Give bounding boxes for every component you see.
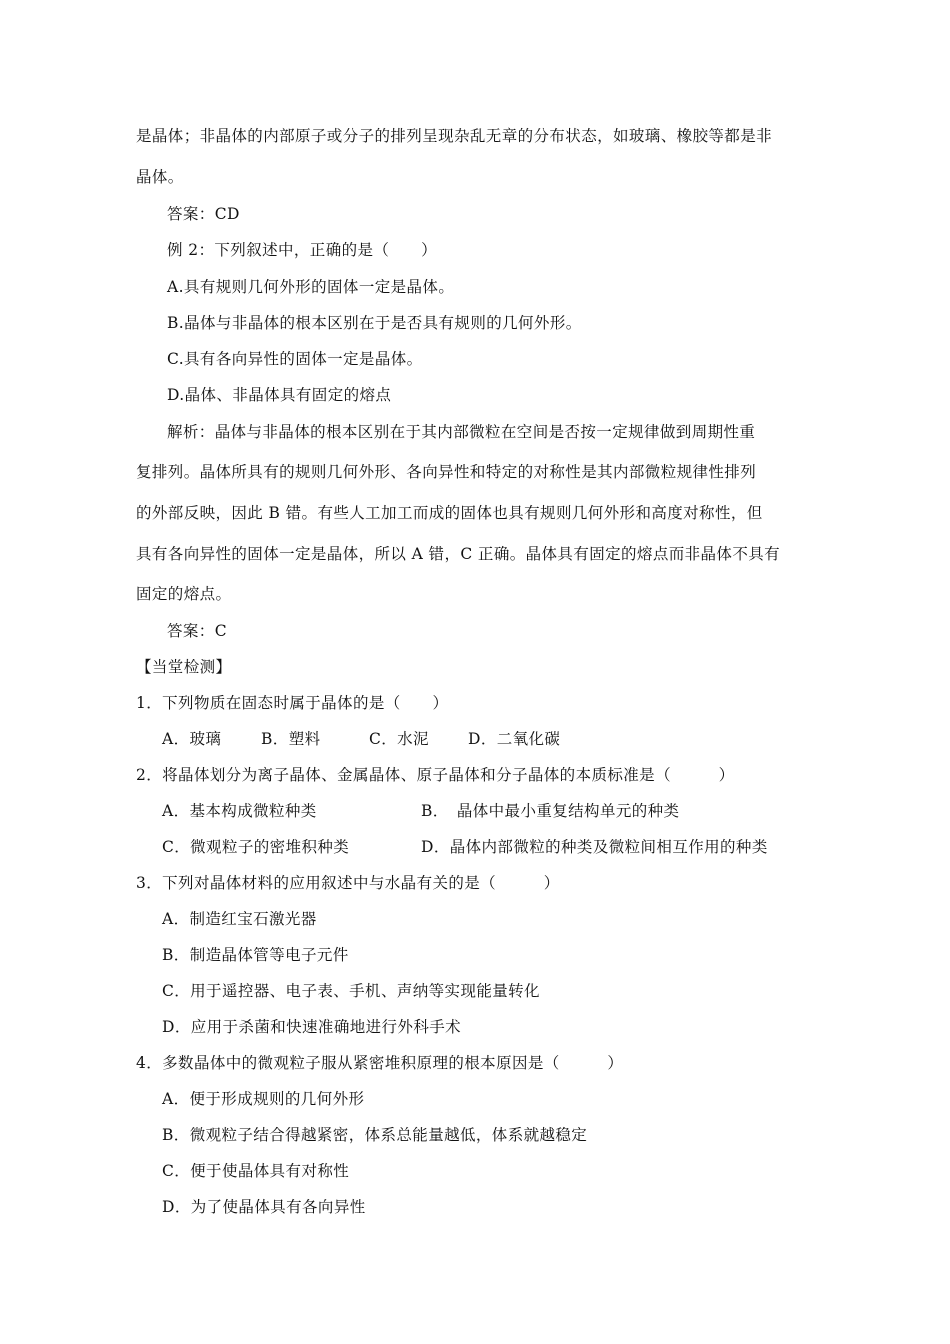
question-4-stem: 4．多数晶体中的微观粒子服从紧密堆积原理的根本原因是（ ） — [136, 1054, 624, 1072]
question-4-option-c: C．便于使晶体具有对称性 — [162, 1162, 350, 1180]
question-1-option-b: B．塑料 — [261, 730, 321, 748]
question-2-option-c: C．微观粒子的密堆积种类 — [162, 838, 350, 856]
example2-analysis-line-3: 的外部反映，因此 B 错。有些人工加工而成的固体也具有规则几何外形和高度对称性，但 — [136, 504, 763, 522]
example2-analysis-line-2: 复排列。晶体所具有的规则几何外形、各向异性和特定的对称性是其内部微粒规律性排列 — [136, 463, 757, 481]
question-3-option-b: B．制造晶体管等电子元件 — [162, 946, 349, 964]
intro-line-2: 晶体。 — [136, 168, 184, 186]
example2-question: 例 2：下列叙述中，正确的是（ ） — [167, 241, 437, 259]
question-2-option-d: D．晶体内部微粒的种类及微粒间相互作用的种类 — [421, 838, 768, 856]
example2-analysis-line-5: 固定的熔点。 — [136, 585, 232, 603]
question-2-options-row-1 — [0, 801, 950, 821]
question-4-option-a: A．便于形成规则的几何外形 — [162, 1090, 365, 1108]
question-1-stem: 1．下列物质在固态时属于晶体的是（ ） — [136, 694, 449, 712]
question-1-option-a: A．玻璃 — [162, 730, 222, 748]
example2-option-c: C.具有各向异性的固体一定是晶体。 — [167, 350, 423, 368]
question-2-option-b: B． 晶体中最小重复结构单元的种类 — [421, 802, 680, 820]
example2-answer: 答案：C — [167, 622, 227, 640]
example2-option-a: A.具有规则几何外形的固体一定是晶体。 — [167, 278, 455, 296]
question-1-option-d: D．二氧化碳 — [468, 730, 561, 748]
question-3-stem: 3．下列对晶体材料的应用叙述中与水晶有关的是（ ） — [136, 874, 560, 892]
question-2-options-row-2 — [0, 837, 950, 857]
question-1-option-c: C．水泥 — [369, 730, 429, 748]
intro-line-1: 是晶体；非晶体的内部原子或分子的排列呈现杂乱无章的分布状态，如玻璃、橡胶等都是非 — [136, 127, 773, 145]
intro-answer: 答案：CD — [167, 205, 240, 223]
section-title: 【当堂检测】 — [136, 658, 232, 676]
question-2-option-a: A．基本构成微粒种类 — [162, 802, 317, 820]
example2-option-d: D.晶体、非晶体具有固定的熔点 — [167, 386, 392, 404]
question-1-options — [0, 729, 950, 749]
question-3-option-c: C．用于遥控器、电子表、手机、声纳等实现能量转化 — [162, 982, 540, 1000]
example2-analysis-line-1: 解析：晶体与非晶体的根本区别在于其内部微粒在空间是否按一定规律做到周期性重 — [167, 423, 756, 441]
question-3-option-d: D．应用于杀菌和快速准确地进行外科手术 — [162, 1018, 462, 1036]
question-4-option-b: B．微观粒子结合得越紧密，体系总能量越低，体系就越稳定 — [162, 1126, 588, 1144]
example2-analysis-line-4: 具有各向异性的固体一定是晶体，所以 A 错，C 正确。晶体具有固定的熔点而非晶体不具有 — [136, 545, 781, 563]
question-3-option-a: A．制造红宝石激光器 — [162, 910, 317, 928]
question-2-stem: 2．将晶体划分为离子晶体、金属晶体、原子晶体和分子晶体的本质标准是（ ） — [136, 766, 735, 784]
example2-option-b: B.晶体与非晶体的根本区别在于是否具有规则的几何外形。 — [167, 314, 582, 332]
question-4-option-d: D．为了使晶体具有各向异性 — [162, 1198, 366, 1216]
